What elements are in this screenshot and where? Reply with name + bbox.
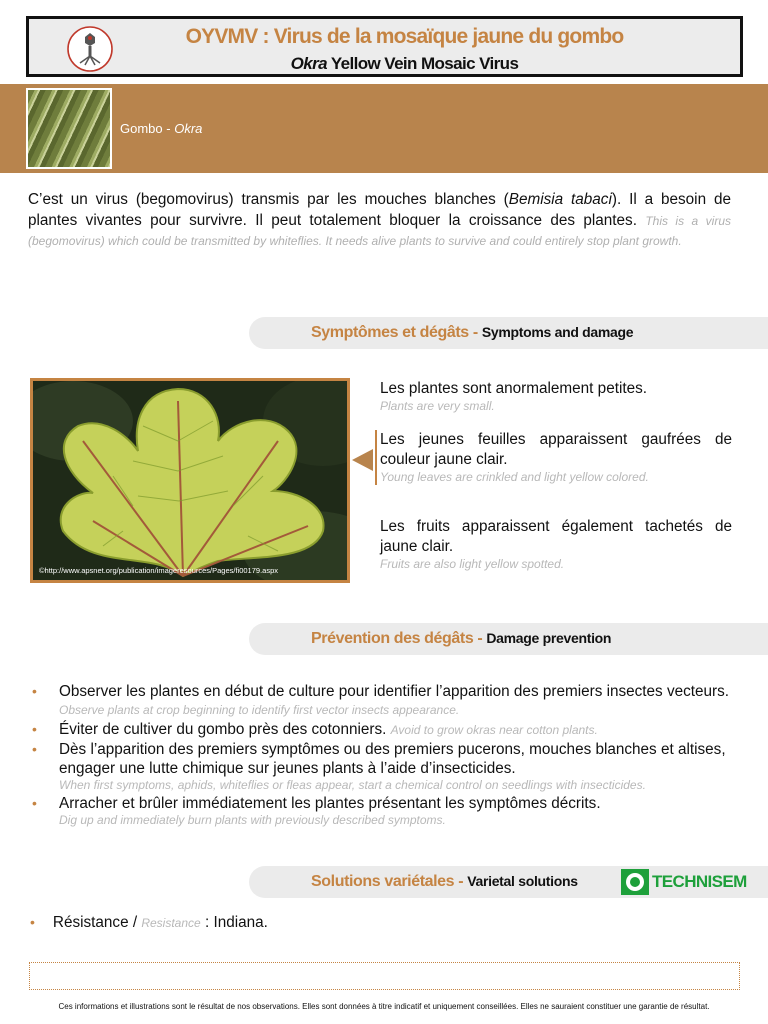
section-heading-prevention <box>249 623 768 655</box>
prevention-3-fr: Dès l’apparition des premiers symptômes ou des premiers pucerons, mouches blanches et altises, engager une lutte chimique sur jeunes plants à l’aide d’insecticides. <box>59 741 726 777</box>
symptom-leaf-photo <box>30 378 350 583</box>
pointer-arrow-icon <box>352 449 373 471</box>
list-item <box>30 740 740 793</box>
symptom-1-en: Plants are very small. <box>380 399 495 413</box>
symptoms-title-sep: - <box>468 324 482 341</box>
photo-credit: ©http://www.apsnet.org/publication/imageresources/Pages/fi00179.aspx <box>39 566 278 575</box>
prevention-1-fr: Observer les plantes en début de culture pour identifier l’apparition des premiers insectes vecteurs. <box>59 683 730 700</box>
symptom-2-en: Young leaves are crinkled and light yellow colored. <box>380 470 649 484</box>
intro-en: This is a virus (begomovirus) which could be transmitted by whiteflies. It needs alive plants to survive and could entirely stop plant growth. <box>28 213 731 248</box>
crop-name-fr: Gombo <box>120 121 163 136</box>
resistance-value: : Indiana. <box>200 914 268 931</box>
header-box <box>26 16 743 77</box>
solutions-title-en: Varietal solutions <box>467 873 578 889</box>
list-item <box>30 682 740 719</box>
bullet: • <box>32 721 37 737</box>
intro-fr-2: ). Il a besoin de plantes vivantes pour survivre. Il peut totalement bloquer la croissance des plantes. <box>28 191 731 229</box>
intro-species: Bemisia tabaci <box>508 191 612 208</box>
resistance-item <box>30 914 268 932</box>
intro-fr-1: C’est un virus (begomovirus) transmis par les mouches blanches ( <box>28 191 509 208</box>
bullet: • <box>32 683 37 699</box>
prevention-2-fr: Éviter de cultiver du gombo près des cotonniers. <box>59 721 391 738</box>
page-title-fr: OYVMV : Virus de la mosaïque jaune du gombo <box>185 25 624 48</box>
symptom-2-fr: Les jeunes feuilles apparaissent gaufrées de couleur jaune clair. <box>380 431 732 468</box>
prevention-2-en: Avoid to grow okras near cotton plants. <box>390 723 598 737</box>
prevention-title-en: Damage prevention <box>486 630 612 646</box>
resistance-slash: / <box>128 914 142 931</box>
technisem-mark-icon <box>620 868 650 896</box>
list-item <box>30 720 740 739</box>
prevention-4-fr: Arracher et brûler immédiatement les plantes présentant les symptômes décrits. <box>59 795 601 812</box>
intro-paragraph <box>28 190 731 252</box>
footer-disclaimer: Ces informations et illustrations sont le résultat de nos observations. Elles sont données à titre indicatif et uniquement conseillées. Elles ne sauraient constituer une garantie de résultat. <box>58 1002 710 1011</box>
symptom-item-1 <box>380 379 732 414</box>
solutions-title-sep: - <box>454 873 468 890</box>
resistance-en: Resistance <box>141 916 201 930</box>
symptom-1-fr: Les plantes sont anormalement petites. <box>380 380 648 397</box>
crop-label <box>120 121 202 136</box>
bullet: • <box>32 741 37 757</box>
prevention-3-en: When first symptoms, aphids, whiteflies or fleas appear, start a chemical control on seedlings with insecticides. <box>59 778 646 792</box>
section-heading-symptoms <box>249 317 768 349</box>
prevention-title-sep: - <box>473 630 487 647</box>
symptoms-title-en: Symptoms and damage <box>481 324 634 340</box>
solutions-title-fr: Solutions variétales <box>311 873 455 890</box>
prevention-title-fr: Prévention des dégâts <box>311 630 474 647</box>
list-item <box>30 794 740 828</box>
bullet: • <box>32 795 37 811</box>
symptom-3-fr: Les fruits apparaissent également tachetés de jaune clair. <box>380 518 732 555</box>
technisem-logo <box>620 868 747 896</box>
resistance-fr: Résistance <box>52 914 129 931</box>
page-title-en-italic: Okra <box>290 54 328 73</box>
okra-leaf-illustration <box>33 381 347 580</box>
notes-box <box>29 962 740 990</box>
okra-pods-thumbnail <box>26 88 112 169</box>
bullet: • <box>30 914 35 930</box>
page-title-en <box>29 54 740 74</box>
crop-name-en: Okra <box>174 121 203 136</box>
prevention-1-en: Observe plants at crop beginning to identify first vector insects appearance. <box>59 703 460 717</box>
symptom-3-en: Fruits are also light yellow spotted. <box>380 557 565 571</box>
prevention-4-en: Dig up and immediately burn plants with previously described symptoms. <box>59 813 446 827</box>
symptom-item-3 <box>380 517 732 572</box>
crop-band <box>0 84 768 173</box>
prevention-list <box>30 682 740 829</box>
crop-separator: - <box>162 121 175 136</box>
page-title-en-rest: Yellow Vein Mosaic Virus <box>327 54 519 73</box>
technisem-wordmark: TECHNISEM <box>652 872 747 891</box>
symptoms-title-fr: Symptômes et dégâts <box>311 324 469 341</box>
symptom-item-2 <box>375 430 732 485</box>
